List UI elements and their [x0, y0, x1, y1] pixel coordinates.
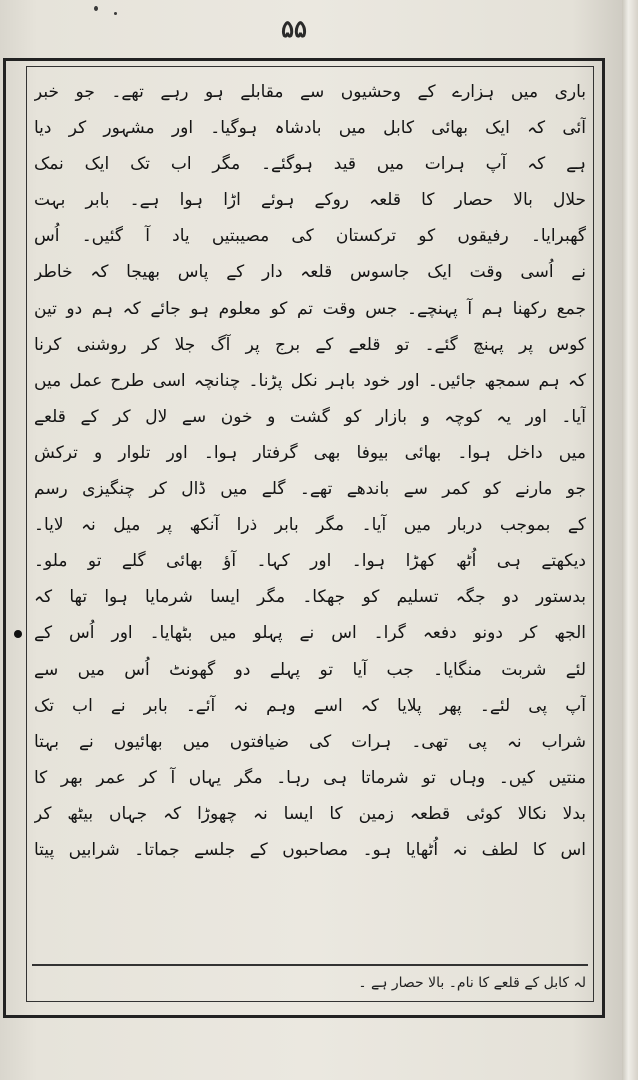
body-text: [34, 74, 586, 868]
ink-speck: [94, 6, 98, 11]
text-line: بدستور دو جگہ تسلیم کو جھکا۔ مگر ایسا شرمایا ہوا تھا کہ: [34, 587, 586, 608]
text-line: لئے شربت منگایا۔ جب آیا تو پہلے دو گھونٹ اُس میں سے: [34, 659, 586, 680]
text-line: شراب نہ پی تھی۔ ہرات کی ضیافتوں میں بھائیوں نے بہتا: [34, 731, 586, 752]
page-number: ۵۵: [281, 14, 307, 43]
text-line: کے بموجب دربار میں آیا۔ مگر بابر ذرا آنکھ پر میل نہ لایا۔: [34, 515, 586, 536]
text-line: جمع رکھنا ہم آ پہنچے۔ جس وقت تم کو معلوم ہو جائے کہ ہم دو تین: [34, 298, 586, 319]
text-line: منتیں کیں۔ وہاں تو شرماتا ہی رہا۔ مگر یہاں آ کر عمر بھر کا: [34, 767, 586, 788]
text-line: اس کا لطف نہ اُٹھایا ہو۔ مصاحبوں کے جلسے جماتا۔ شرابیں پیتا: [34, 839, 586, 860]
text-line: میں داخل ہوا۔ بھائی بیوفا بھی گرفتار ہوا۔ اور تلوار و ترکش: [34, 442, 586, 463]
footnote: لہ کابل کے قلعے کا نام۔ بالا حصار ہے ۔: [358, 975, 586, 991]
footnote-rule: [32, 964, 588, 966]
text-line: الجھ کر دونو دفعہ گرا۔ اس نے پہلو میں بٹھایا۔ اور اُس کے: [34, 623, 586, 644]
text-line: ہے کہ آپ ہرات میں قید ہوگئے۔ مگر اب تک ایک نمک: [34, 154, 586, 175]
text-line: گھبرایا۔ رفیقوں کو ترکستان کی مصیبتیں یاد آ گئیں۔ اُس: [34, 226, 586, 247]
text-line: آئی کہ ایک بھائی کابل میں بادشاہ ہوگیا۔ اور مشہور کر دیا: [34, 118, 586, 139]
page-edge: [622, 0, 638, 1080]
text-line: دیکھتے ہی اُٹھ کھڑا ہوا۔ اور کہا۔ آؤ بھائی گلے تو ملو۔: [34, 551, 586, 572]
text-line: آپ پی لئے۔ پھر پلایا کہ اسے وہم نہ آئے۔ بابر نے اب تک: [34, 695, 586, 716]
text-line: حلال بالا حصار کا قلعہ روکے ہوئے اڑا ہوا ہے۔ بابر بہت: [34, 190, 586, 211]
text-line: کہ ہم سمجھ جائیں۔ اور خود باہر نکل پڑنا۔ چنانچہ اسی طرح عمل میں: [34, 370, 586, 391]
text-line: نے اُسی وقت ایک جاسوس قلعہ دار کے پاس بھیجا کہ خاطر: [34, 262, 586, 283]
margin-dot: [14, 630, 22, 638]
text-line: بدلا نکالا کوئی قطعہ زمین کا ایسا نہ چھوڑا کہ جہاں بیٹھ کر: [34, 803, 586, 824]
text-line: کوس پر پہنچ گئے۔ تو قلعے کے برج پر آگ جلا کر روشنی کرنا: [34, 334, 586, 355]
text-line: باری میں ہزارے کے وحشیوں سے مقابلے ہو رہے تھے۔ جو خبر: [34, 82, 586, 102]
text-line: آیا۔ اور یہ کوچہ و بازار کو گشت و خون سے لال کر کے قلعے: [34, 406, 586, 427]
text-line: جو مارنے کو کمر سے باندھے تھے۔ گلے میں ڈال کر چنگیزی رسم: [34, 479, 586, 500]
